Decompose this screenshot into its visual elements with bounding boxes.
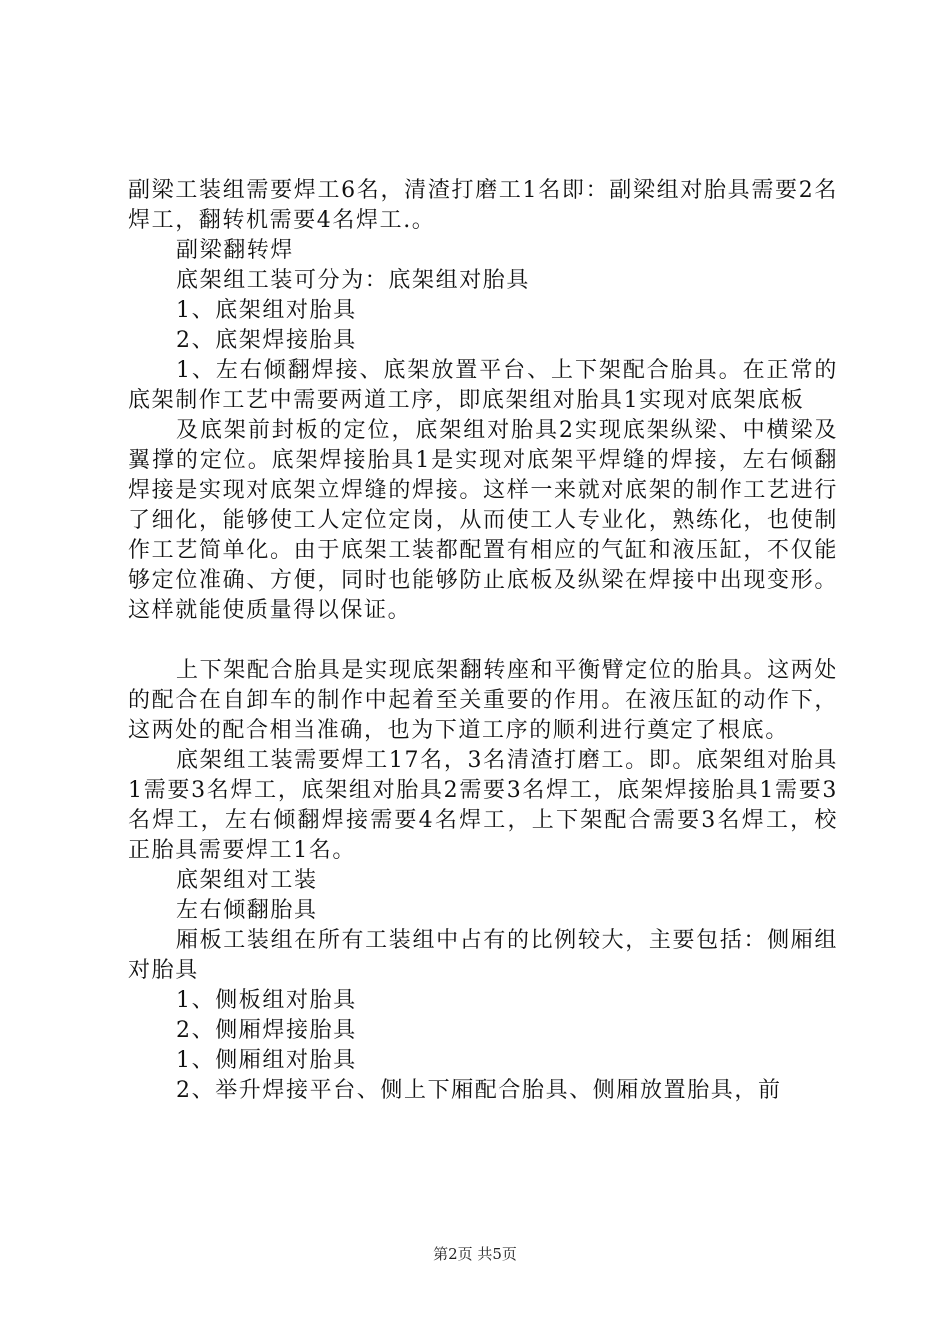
paragraph-13: 1、侧板组对胎具 [176, 988, 357, 1013]
paragraph-9: 底架组工装需要焊工17名，3名清渣打磨工。即。底架组对胎具1需要3名焊工，底架组对胎具2需要3名焊工，底架焊接胎具1需要3名焊工，左右倾翻焊接需要4名焊工，上下架配合需要3名焊工，校正胎具需要焊工1名。 [128, 748, 838, 863]
page-number: 第2页 共5页 [433, 1245, 517, 1263]
paragraph-3: 底架组工装可分为：底架组对胎具 [176, 268, 531, 293]
document-body [128, 176, 838, 1106]
paragraph-15: 1、侧厢组对胎具 [176, 1048, 357, 1073]
paragraph-1: 副梁工装组需要焊工6名，清渣打磨工1名即：副梁组对胎具需要2名焊工，翻转机需要4名焊工.。 [128, 178, 838, 233]
paragraph-14: 2、侧厢焊接胎具 [176, 1018, 357, 1043]
paragraph-12: 厢板工装组在所有工装组中占有的比例较大，主要包括：侧厢组对胎具 [128, 928, 838, 983]
paragraph-16: 2、举升焊接平台、侧上下厢配合胎具、侧厢放置胎具，前 [176, 1078, 782, 1103]
paragraph-11: 左右倾翻胎具 [176, 898, 318, 923]
page-footer [0, 1243, 950, 1264]
paragraph-4: 1、底架组对胎具 [176, 298, 357, 323]
paragraph-8: 上下架配合胎具是实现底架翻转座和平衡臂定位的胎具。这两处的配合在自卸车的制作中起着至关重要的作用。在液压缸的动作下，这两处的配合相当准确，也为下道工序的顺利进行奠定了根底。 [128, 658, 838, 743]
paragraph-5: 2、底架焊接胎具 [176, 328, 357, 353]
paragraph-7: 及底架前封板的定位，底架组对胎具2实现底架纵梁、中横梁及翼撑的定位。底架焊接胎具1是实现对底架平焊缝的焊接，左右倾翻焊接是实现对底架立焊缝的焊接。这样一来就对底架的制作工艺进行了细化，能够使工人定位定岗，从而使工人专业化，熟练化，也使制作工艺简单化。由于底架工装都配置有相应的气缸和液压缸，不仅能够定位准确、方便，同时也能够防止底板及纵梁在焊接中出现变形。这样就能使质量得以保证。 [128, 418, 838, 623]
paragraph-10: 底架组对工装 [176, 868, 318, 893]
paragraph-2: 副梁翻转焊 [176, 238, 295, 263]
paragraph-6: 1、左右倾翻焊接、底架放置平台、上下架配合胎具。在正常的底架制作工艺中需要两道工序，即底架组对胎具1实现对底架底板 [128, 358, 838, 413]
